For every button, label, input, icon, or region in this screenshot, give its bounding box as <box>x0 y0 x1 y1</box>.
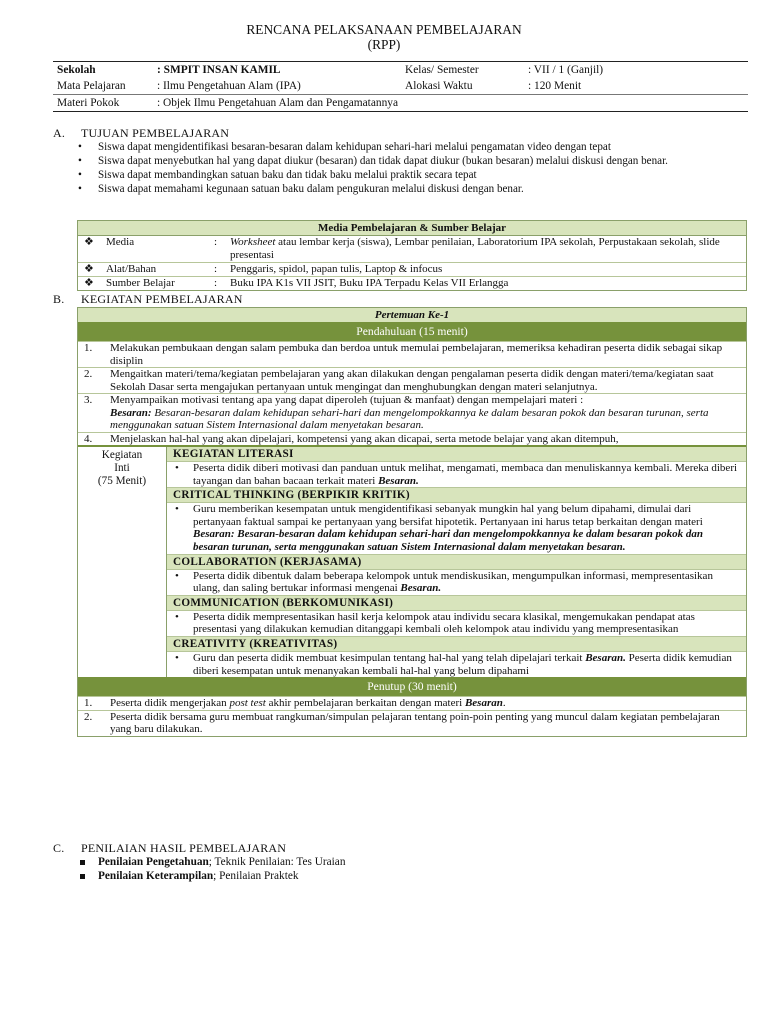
bullet-icon: • <box>175 462 179 474</box>
section-title: KEGIATAN PEMBELAJARAN <box>81 292 243 306</box>
row-number: 1. <box>84 697 93 710</box>
assessment-name: Penilaian Pengetahuan <box>98 856 209 868</box>
row-text: Mengaitkan materi/tema/kegiatan pembelajaran yang akan dilakukan dengan pengalaman peserta didik dengan materi/tema/kegiatan saat Sekolah Dasar serta mengajukan pertanyaan untuk mengingat dan menghubungkan dengan materi selanjutnya. <box>110 368 714 393</box>
list-item <box>78 183 748 196</box>
list-item-text: Siswa dapat mengidentifikasi besaran-besaran dalam kehidupan sehari-hari melalui pengamatan video dengan tepat <box>98 141 611 153</box>
creativity-heading: CREATIVITY (KREATIVITAS) <box>167 637 746 652</box>
row-text-plain: . <box>502 697 506 710</box>
closing-row <box>78 710 746 736</box>
header-value: : VII / 1 (Ganjil) <box>524 62 748 79</box>
row-number: 2. <box>84 710 93 723</box>
intro-row <box>78 367 746 393</box>
row-text: Menjelaskan hal-hal yang akan dipelajari, kompetensi yang akan dicapai, serta metode belajar yang akan ditempuh, <box>110 432 619 445</box>
intro-row <box>78 341 746 367</box>
intro-row <box>78 432 746 446</box>
creativity-body <box>167 652 746 677</box>
header-label: Alokasi Waktu <box>405 80 473 92</box>
bullet-icon: • <box>175 569 179 582</box>
row-text-plain: Menyampaikan motivasi tentang apa yang dapat diperoleh (tujuan & manfaat) dengan mempelajari materi : <box>110 394 584 406</box>
media-value-emphasis: Worksheet <box>230 236 276 248</box>
document-title <box>0 22 768 52</box>
core-emphasis: Besaran. <box>378 474 419 487</box>
row-text <box>110 697 746 710</box>
row-text-plain: Peserta didik mengerjakan <box>110 697 230 710</box>
square-bullet-icon <box>80 860 85 865</box>
media-row: ❖ Alat/Bahan : Penggaris, spidol, papan tulis, Laptop & infocus <box>78 263 746 277</box>
section-title: PENILAIAN HASIL PEMBELAJARAN <box>81 841 287 855</box>
section-c-heading <box>53 841 286 856</box>
header-value: : 120 Menit <box>528 80 582 92</box>
bullet-icon: • <box>175 503 179 516</box>
communication-heading: COMMUNICATION (BERKOMUNIKASI) <box>167 596 746 611</box>
row-text-plain: akhir pembelajaran berkaitan dengan materi <box>265 697 465 710</box>
communication-body <box>167 611 746 637</box>
media-row: ❖ Sumber Belajar : Buku IPA K1s VII JSIT, Buku IPA Terpadu Kelas VII Erlangga <box>78 277 746 290</box>
assessment-detail: ; Teknik Penilaian: Tes Uraian <box>208 856 346 868</box>
intro-bar: Pendahuluan (15 menit) <box>78 322 746 341</box>
header-value: : Ilmu Pengetahuan Alam (IPA) <box>157 80 301 92</box>
media-value: Buku IPA K1s VII JSIT, Buku IPA Terpadu Kelas VII Erlangga <box>230 277 509 289</box>
bullet-icon: • <box>175 651 179 664</box>
media-value-text: atau lembar kerja (siswa), Lembar penilaian, Laboratorium IPA sekolah, Perpustakaan sekolah, slide presentasi <box>230 236 720 261</box>
row-number: 2. <box>84 368 93 380</box>
media-key: Alat/Bahan <box>106 263 157 275</box>
assessment-name: Penilaian Keterampilan <box>98 870 214 882</box>
media-value <box>230 236 746 262</box>
row-number: 3. <box>84 394 93 406</box>
header-label: Sekolah <box>53 62 153 79</box>
core-label-line: Inti <box>114 462 130 474</box>
list-item <box>78 855 345 869</box>
core-label-line: (75 Menit) <box>97 475 147 487</box>
assessment-detail: ; Penilaian Praktek <box>213 870 299 882</box>
intro-row <box>78 393 746 432</box>
objectives-list <box>78 141 748 197</box>
media-heading: Media Pembelajaran & Sumber Belajar <box>78 221 746 236</box>
bullet-icon: • <box>175 610 179 623</box>
literacy-heading: KEGIATAN LITERASI <box>167 447 746 462</box>
core-text: Peserta didik mempresentasikan hasil kerja kelompok atau individu secara klasikal, mengemukakan pendapat atas presentasi yang dilakukan kemudian ditanggapi kembali oleh kelompok atau individu yang mempresentasikan <box>193 610 695 636</box>
header-row <box>53 78 748 95</box>
bullet-icon: • <box>78 183 82 195</box>
core-label-line: Kegiatan <box>101 449 143 461</box>
media-value: Penggaris, spidol, papan tulis, Laptop & infocus <box>230 263 443 275</box>
section-number: C. <box>53 841 65 855</box>
media-table <box>77 220 747 291</box>
core-text: Guru memberikan kesempatan untuk mengidentifikasi sebanyak mungkin hal yang belum dipahami, dimulai dari pertanyaan faktual sampai ke pertanyaan yang bersifat hipotetik. Pertanyaan ini harus tetap berkaitan dengan materi <box>193 503 703 528</box>
section-title: TUJUAN PEMBELAJARAN <box>81 126 230 140</box>
header-label: Mata Pelajaran <box>57 80 126 92</box>
core-emphasis: Besaran: Besaran-besaran dalam kehidupan sehari-hari dan mengelompokkannya ke dalam besaran pokok dan besaran turunan, serta menggunakan satuan Sistem Internasional dalam menyetakan besaran. <box>193 528 704 553</box>
header-label: Materi Pokok <box>53 95 153 112</box>
media-key: Media <box>106 236 135 248</box>
assessment-list <box>78 855 345 883</box>
media-row: ❖ Media : Worksheet atau lembar kerja (siswa), Lembar penilaian, Laboratorium IPA sekolah, Perpustakaan sekolah, slide presentasi <box>78 236 746 263</box>
header-value: : SMPIT INSAN KAMIL <box>153 62 401 79</box>
core-text-tail: Peserta didik kemudian diberi kesempatan untuk menanyakan kembali hal-hal yang belum dipahami <box>193 651 732 677</box>
row-number: 4. <box>84 432 93 445</box>
core-text: Peserta didik dibentuk dalam beberapa kelompok untuk mendiskusikan, mengumpulkan informasi, mempresentasikan ulang, dan saling bertukar informasi mengenai <box>193 569 713 595</box>
list-item-text: Siswa dapat menyebutkan hal yang dapat diukur (besaran) dan tidak dapat diukur (bukan besaran) melalui diskusi dengan benar. <box>98 155 668 167</box>
list-item <box>78 169 748 182</box>
section-b-heading <box>53 292 243 307</box>
section-number: A. <box>53 126 66 140</box>
closing-bar: Penutup (30 menit) <box>78 677 746 696</box>
header-label: Kelas/ Semester <box>401 62 524 79</box>
meeting-label: Pertemuan Ke-1 <box>78 308 746 322</box>
title-line-2: (RPP) <box>367 37 401 52</box>
row-number: 1. <box>84 342 93 354</box>
row-text <box>110 394 746 432</box>
four-diamond-icon: ❖ <box>84 277 94 289</box>
header-row <box>53 95 748 112</box>
collaboration-heading: COLLABORATION (KERJASAMA) <box>167 555 746 570</box>
four-diamond-icon: ❖ <box>84 263 94 275</box>
core-label <box>78 447 167 677</box>
row-text: Peserta didik bersama guru membuat rangkuman/simpulan pelajaran tentang poin-poin penting yang muncul dalam kegiatan pembelajaran yang baru dilakukan. <box>110 710 720 736</box>
row-text-italic: post test <box>229 697 266 710</box>
bullet-icon: • <box>78 141 82 153</box>
collaboration-body <box>167 570 746 596</box>
row-text-italic: Besaran-besaran dalam kehidupan sehari-hari dan mengelompokkannya ke dalam besaran pokok dan besaran turunan, serta menggunakan satuan Sistem Internasional dalam menyetakan besaran. <box>110 406 709 431</box>
critical-thinking-heading: CRITICAL THINKING (BERPIKIR KRITIK) <box>167 488 746 503</box>
core-activities <box>78 445 746 677</box>
core-emphasis: Besaran. <box>585 651 626 664</box>
core-content <box>167 447 746 677</box>
list-item <box>78 869 345 883</box>
row-text: Melakukan pembukaan dengan salam pembuka dan berdoa untuk memulai pembelajaran, memeriksa kehadiran peserta didik sebagai sikap disiplin <box>110 342 723 367</box>
section-number: B. <box>53 292 65 306</box>
list-item <box>78 155 748 168</box>
row-text-bold: Besaran: <box>110 406 152 419</box>
row-text-bold: Besaran <box>464 697 503 710</box>
header-value: : Objek Ilmu Pengetahuan Alam dan Pengamatannya <box>153 95 748 112</box>
header-row <box>53 62 748 79</box>
section-a-heading <box>53 126 229 141</box>
square-bullet-icon <box>80 874 85 879</box>
title-line-1: RENCANA PELAKSANAAN PEMBELAJARAN <box>246 22 522 37</box>
bullet-icon: • <box>78 169 82 181</box>
list-item <box>78 141 748 154</box>
closing-row <box>78 696 746 710</box>
activities-table <box>77 307 747 737</box>
media-key: Sumber Belajar <box>106 277 175 289</box>
list-item-text: Siswa dapat membandingkan satuan baku dan tidak baku melalui praktik secara tepat <box>98 169 477 181</box>
bullet-icon: • <box>78 155 82 167</box>
core-text: Guru dan peserta didik membuat kesimpulan tentang hal-hal yang telah dipelajari terkait <box>193 651 586 664</box>
literacy-body <box>167 462 746 488</box>
core-text: Peserta didik diberi motivasi dan panduan untuk melihat, mengamati, membaca dan menuliskannya kembali. Mereka diberi tayangan dan bahan bacaan terkait materi <box>193 462 738 487</box>
critical-thinking-body <box>167 503 746 554</box>
four-diamond-icon: ❖ <box>84 236 94 248</box>
list-item-text: Siswa dapat memahami kegunaan satuan baku dalam pengukuran melalui diskusi dengan benar. <box>98 183 524 195</box>
core-emphasis: Besaran. <box>400 582 442 595</box>
header-table <box>53 61 748 112</box>
